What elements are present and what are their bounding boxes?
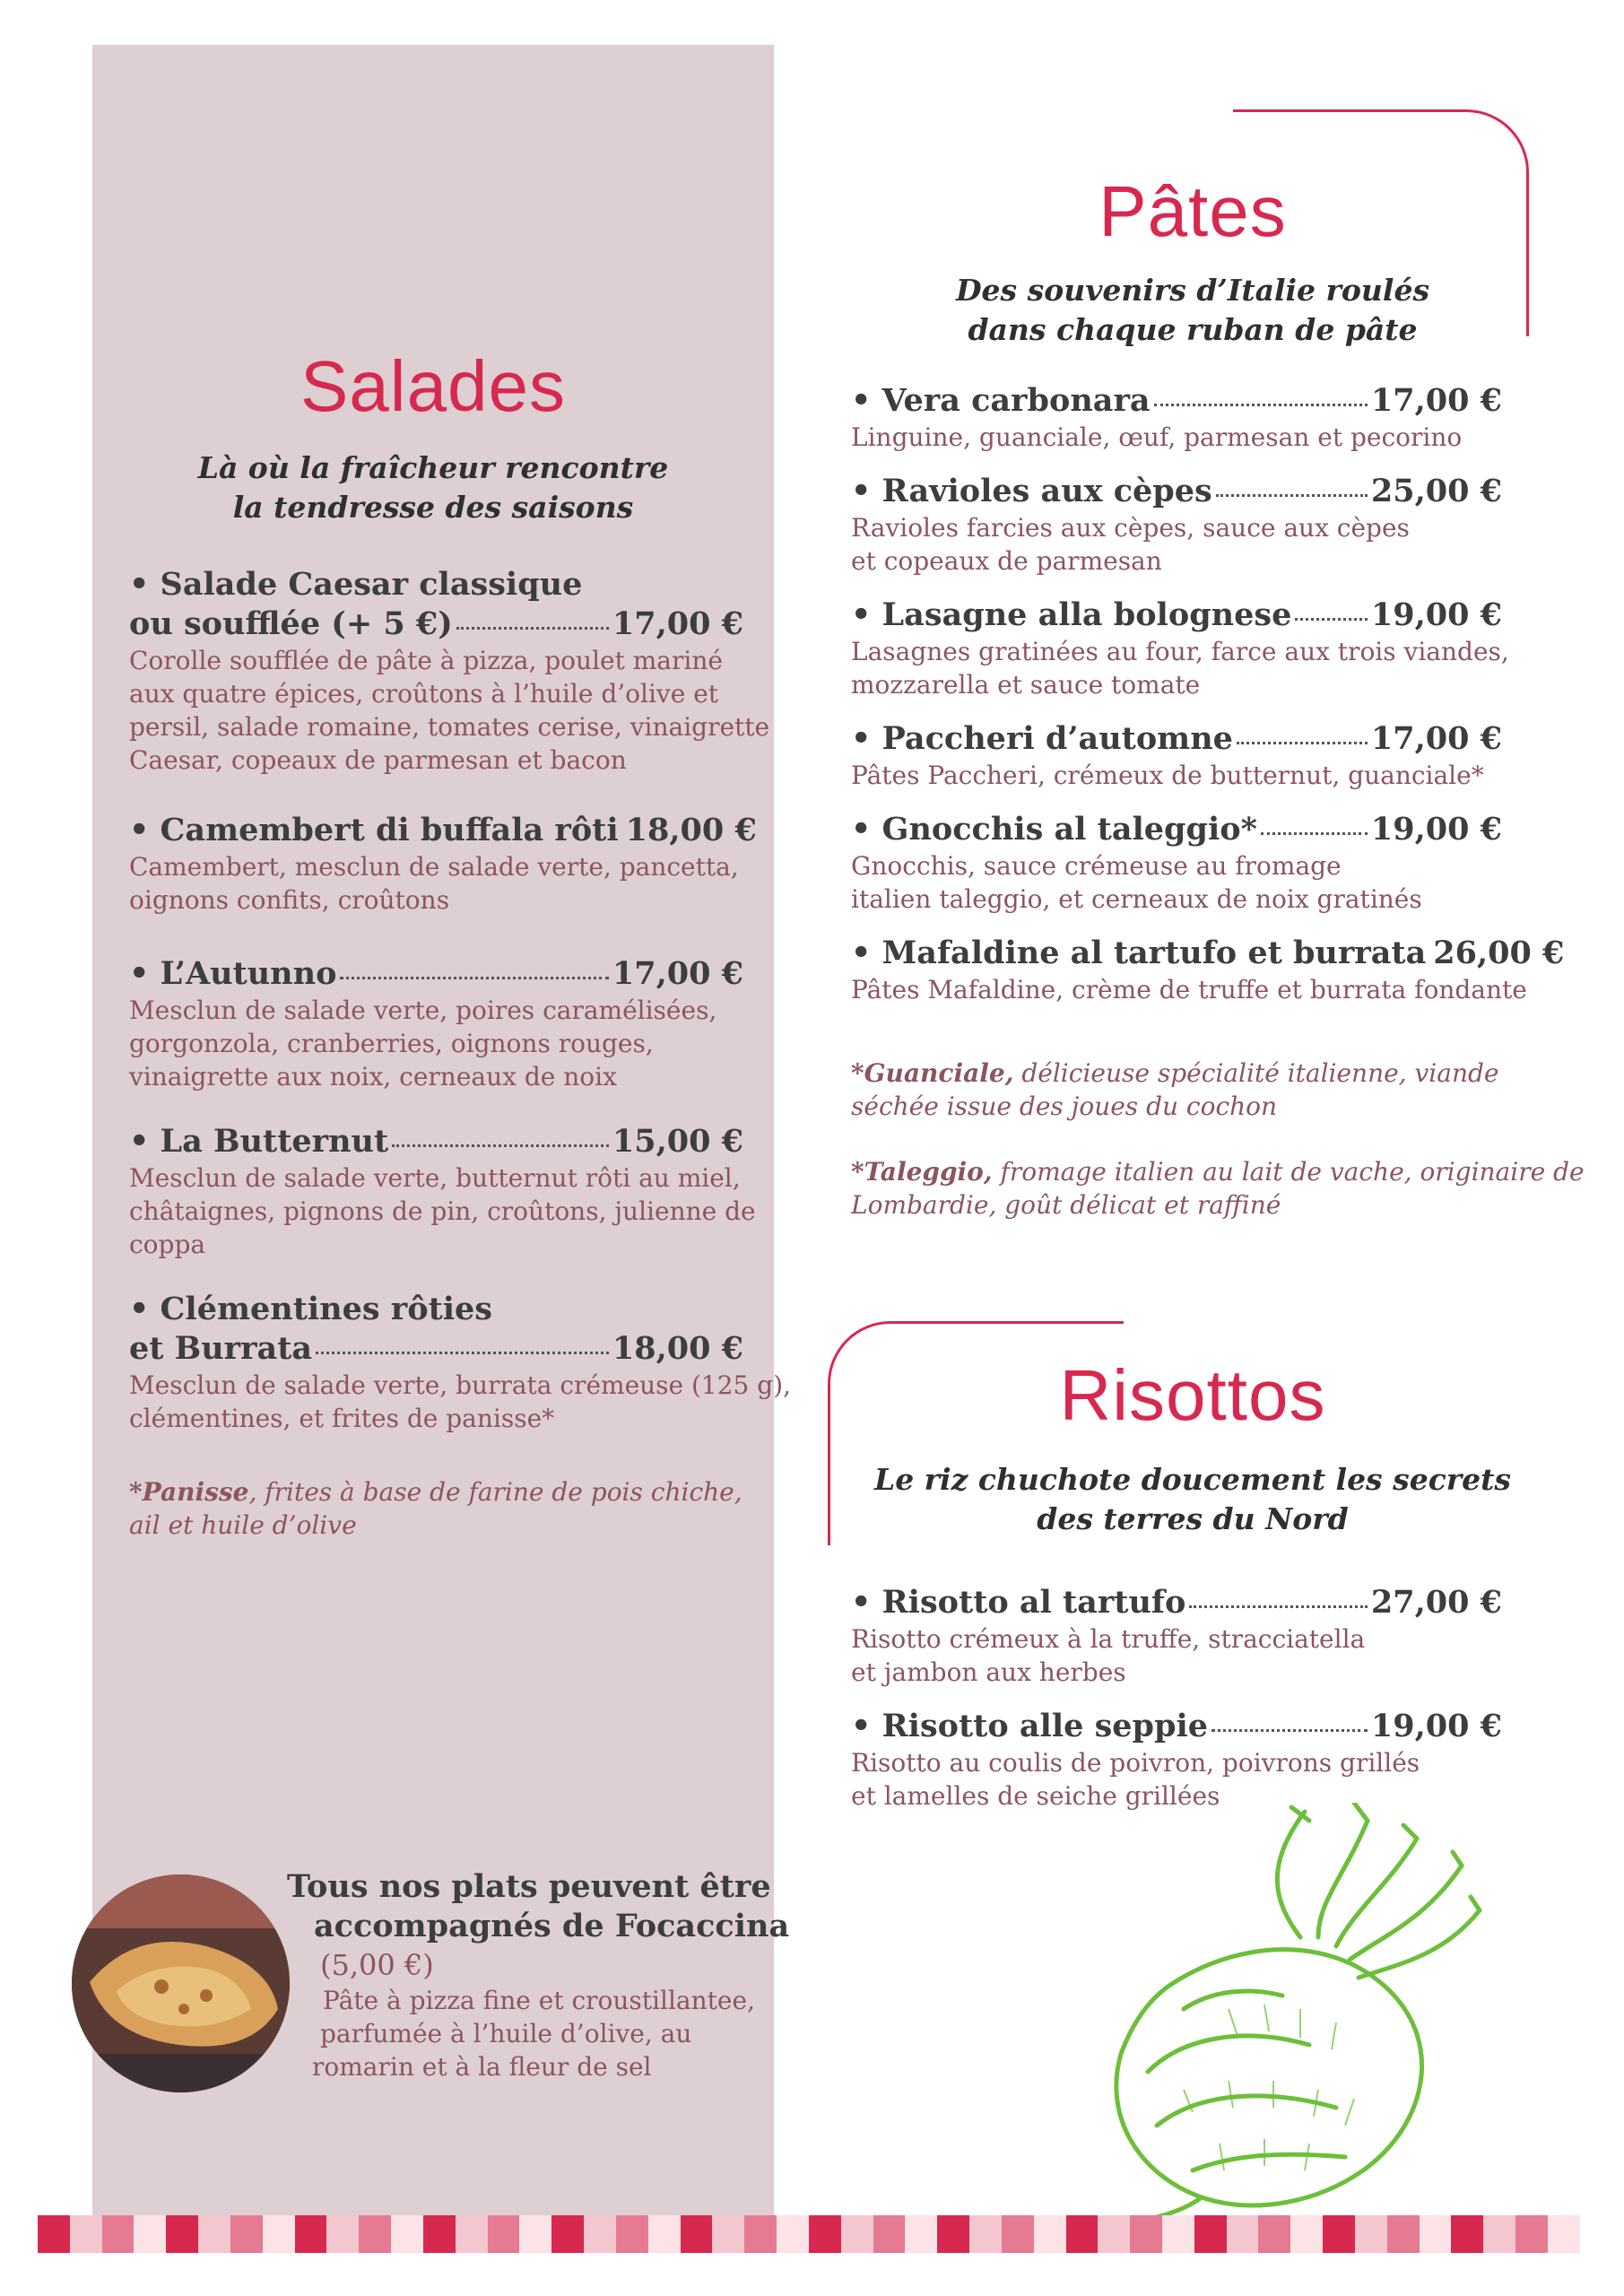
item-price: 27,00 € (1370, 1584, 1502, 1621)
dot-leader (1189, 1605, 1368, 1608)
item-description (851, 511, 1502, 578)
item-name: • L’Autunno (129, 955, 337, 992)
focaccia-heading: accompagnés de Focaccina (314, 1908, 790, 1944)
tagline-line: dans chaque ruban de pâte (968, 312, 1418, 347)
item-description (851, 759, 1502, 792)
salades-list (129, 565, 792, 1455)
risottos-title: Risottos (1059, 1355, 1326, 1435)
item-header (851, 381, 1502, 421)
item-price: 18,00 € (625, 812, 757, 848)
stripe-block (1451, 2215, 1483, 2253)
item-name: • Ravioles aux cèpes (851, 473, 1212, 509)
item-header (129, 604, 743, 644)
stripe-block (777, 2215, 809, 2253)
item-name: • Mafaldine al tartufo et burrata (851, 935, 1427, 971)
desc-line: Pâtes Paccheri, crémeux de butternut, guanciale* (851, 761, 1484, 790)
stripe-block (584, 2215, 616, 2253)
item-price: 17,00 € (612, 955, 743, 992)
stripe-block (937, 2215, 969, 2253)
tagline-line: la tendresse des saisons (232, 490, 634, 525)
note-line (851, 1155, 1585, 1188)
stripe-block (1290, 2215, 1323, 2253)
item-name: • Paccheri d’automne (851, 720, 1233, 757)
desc-line: Caesar, copeaux de parmesan et bacon (129, 745, 627, 775)
focaccia-desc-line: parfumée à l’huile d’olive, au (320, 2019, 692, 2048)
stripe-block (134, 2215, 166, 2253)
item-description (129, 1161, 756, 1261)
item-description (129, 1369, 792, 1435)
dot-leader (1237, 742, 1368, 744)
menu-item (851, 472, 1502, 578)
stripe-block (326, 2215, 359, 2253)
stripe-block (295, 2215, 327, 2253)
stripe-block (1130, 2215, 1162, 2253)
note-line (129, 1475, 743, 1509)
item-price: 17,00 € (612, 605, 743, 642)
stripe-block (1002, 2215, 1034, 2253)
item-name: • La Butternut (129, 1123, 389, 1160)
stripe-block (873, 2215, 906, 2253)
risottos-tagline (861, 1460, 1524, 1539)
stripe-block (1162, 2215, 1194, 2253)
checkered-border (38, 2215, 1580, 2253)
risottos-list (851, 1583, 1502, 1832)
desc-line: clémentines, et frites de panisse* (129, 1404, 555, 1433)
item-price: 19,00 € (1370, 811, 1502, 848)
stripe-block (1258, 2215, 1290, 2253)
item-price: 26,00 € (1433, 935, 1565, 971)
item-price: 19,00 € (1370, 596, 1502, 633)
desc-line: Mesclun de salade verte, butternut rôti au miel, (129, 1163, 741, 1193)
stripe-block (1355, 2215, 1387, 2253)
stripe-block (1227, 2215, 1259, 2253)
stripe-block (519, 2215, 551, 2253)
note-text: , frites à base de farine de pois chiche, (248, 1477, 743, 1507)
focaccia-illustration (72, 1874, 290, 2092)
stripe-block (488, 2215, 520, 2253)
desc-line: Mesclun de salade verte, burrata crémeuse (125 g), (129, 1370, 792, 1400)
dot-leader (456, 627, 609, 630)
note-term: *Panisse (129, 1477, 249, 1507)
item-name: • Salade Caesar classique (129, 566, 583, 603)
stripe-block (166, 2215, 198, 2253)
stripe-block (70, 2215, 102, 2253)
item-price: 17,00 € (1370, 720, 1502, 757)
item-name: • Vera carbonara (851, 382, 1151, 419)
item-description (129, 994, 743, 1093)
stripe-block (809, 2215, 841, 2253)
guanciale-note (851, 1057, 1498, 1123)
desc-line: Pâtes Mafaldine, crème de truffe et burrata fondante (851, 975, 1527, 1004)
desc-line: persil, salade romaine, tomates cerise, vinaigrette (129, 712, 770, 742)
dot-leader (340, 977, 608, 979)
stripe-block (1420, 2215, 1452, 2253)
stripe-block (1066, 2215, 1099, 2253)
item-name: ou soufflée (+ 5 €) (129, 605, 453, 642)
stripe-block (1323, 2215, 1355, 2253)
item-header (851, 1583, 1502, 1622)
desc-line: coppa (129, 1230, 206, 1259)
note-line: ail et huile d’olive (129, 1510, 357, 1540)
desc-line: mozzarella et sauce tomate (851, 670, 1201, 700)
item-description (851, 849, 1502, 916)
menu-item (851, 810, 1502, 916)
note-term: *Taleggio, (851, 1157, 993, 1187)
focaccia-photo (72, 1874, 290, 2092)
item-description (129, 850, 743, 917)
item-name: • Risotto al tartufo (851, 1584, 1186, 1621)
menu-item (851, 934, 1565, 1006)
dot-leader (1216, 494, 1368, 497)
item-name: • Lasagne alla bolognese (851, 596, 1292, 633)
stripe-block (1483, 2215, 1515, 2253)
item-price: 18,00 € (612, 1330, 743, 1367)
note-line: Lombardie, goût délicat et raffiné (851, 1190, 1281, 1220)
stripe-block (423, 2215, 456, 2253)
desc-line: vinaigrette aux noix, cerneaux de noix (129, 1062, 617, 1091)
stripe-block (616, 2215, 648, 2253)
menu-item (851, 1583, 1502, 1689)
item-header (851, 1707, 1502, 1746)
item-price: 15,00 € (612, 1123, 743, 1160)
stripe-block (1515, 2215, 1548, 2253)
desc-line: oignons confits, croûtons (129, 885, 450, 915)
stripe-block (230, 2215, 263, 2253)
focaccia-desc-line: romarin et à la fleur de sel (312, 2052, 652, 2082)
stripe-block (681, 2215, 713, 2253)
note-text: fromage italien au lait de vache, originaire de (992, 1157, 1585, 1187)
pates-list (851, 381, 1565, 1026)
item-price: 25,00 € (1370, 473, 1502, 509)
stripe-block (198, 2215, 230, 2253)
stripe-block (1194, 2215, 1227, 2253)
desc-line: Mesclun de salade verte, poires caramélisées, (129, 996, 717, 1025)
item-name: • Risotto alle seppie (851, 1708, 1209, 1744)
item-header (851, 472, 1502, 511)
stripe-block (102, 2215, 135, 2253)
desc-line: Camembert, mesclun de salade verte, pancetta, (129, 852, 739, 882)
stripe-block (1387, 2215, 1420, 2253)
menu-item (851, 719, 1502, 792)
desc-line: châtaignes, pignons de pin, croûtons, julienne de (129, 1196, 756, 1226)
item-header (851, 810, 1502, 849)
stripe-block (551, 2215, 584, 2253)
desc-line: Corolle soufflée de pâte à pizza, poulet mariné (129, 646, 723, 675)
tagline-line: Le riz chuchote doucement les secrets (873, 1462, 1511, 1497)
menu-item (129, 954, 743, 1093)
desc-line: Risotto crémeux à la truffe, stracciatella (851, 1624, 1366, 1654)
desc-line: Ravioles farcies aux cèpes, sauce aux cèpes (851, 513, 1410, 543)
desc-line: Lasagnes gratinées au four, farce aux trois viandes, (851, 637, 1509, 666)
taleggio-note (851, 1155, 1585, 1222)
item-header (129, 954, 743, 994)
salades-tagline (92, 448, 774, 527)
dot-leader (1295, 618, 1368, 621)
desc-line: aux quatre épices, croûtons à l’huile d’olive et (129, 679, 719, 709)
menu-item (851, 1707, 1502, 1813)
panisse-note (129, 1475, 743, 1542)
desc-line: et jambon aux herbes (851, 1657, 1126, 1687)
stripe-block (1034, 2215, 1066, 2253)
note-text: délicieuse spécialité italienne, viande (1013, 1058, 1499, 1088)
item-description (851, 635, 1509, 701)
tagline-line: Des souvenirs d’Italie roulés (955, 273, 1430, 308)
item-name: • Clémentines rôties (129, 1291, 493, 1327)
dot-leader (316, 1352, 609, 1354)
note-line (851, 1057, 1498, 1090)
item-price: 17,00 € (1370, 382, 1502, 419)
item-price: 19,00 € (1370, 1708, 1502, 1744)
desc-line: et lamelles de seiche grillées (851, 1781, 1220, 1811)
desc-line: et copeaux de parmesan (851, 546, 1162, 576)
stripe-block (841, 2215, 873, 2253)
dot-leader (392, 1144, 609, 1147)
item-header (129, 1122, 743, 1161)
dot-leader (1211, 1729, 1368, 1732)
item-header (851, 596, 1502, 635)
stripe-block (456, 2215, 488, 2253)
focaccia-heading: Tous nos plats peuvent être (287, 1868, 771, 1905)
stripe-block (1098, 2215, 1130, 2253)
stripe-block (648, 2215, 681, 2253)
item-name: • Gnocchis al taleggio* (851, 811, 1257, 848)
item-description (851, 1622, 1502, 1689)
desc-line: gorgonzola, cranberries, oignons rouges, (129, 1029, 654, 1058)
salades-title: Salades (300, 346, 567, 426)
stripe-block (263, 2215, 295, 2253)
item-description (851, 973, 1527, 1006)
desc-line: italien taleggio, et cerneaux de noix gratinés (851, 884, 1422, 914)
item-header (851, 719, 1502, 759)
stripe-block (969, 2215, 1002, 2253)
tagline-line: Là où la fraîcheur rencontre (197, 450, 669, 485)
stripe-block (38, 2215, 70, 2253)
beetroot-icon (1049, 1803, 1524, 2242)
dot-leader (1154, 404, 1368, 406)
item-header (129, 811, 757, 850)
item-header (129, 1329, 743, 1369)
stripe-block (1548, 2215, 1580, 2253)
menu-item (851, 596, 1509, 701)
stripe-block (391, 2215, 423, 2253)
focaccia-desc-line: Pâte à pizza fine et croustillantee, (323, 1986, 755, 2015)
desc-line: Linguine, guanciale, œuf, parmesan et pecorino (851, 422, 1463, 452)
dot-leader (1261, 832, 1368, 835)
tagline-line: des terres du Nord (1037, 1501, 1349, 1536)
desc-line: Risotto au coulis de poivron, poivrons grillés (851, 1748, 1420, 1778)
note-term: *Guanciale, (851, 1058, 1014, 1088)
focaccia-price: (5,00 €) (320, 1948, 434, 1982)
item-name: et Burrata (129, 1330, 313, 1367)
menu-item (129, 811, 757, 917)
menu-item (129, 1122, 756, 1261)
item-header (851, 934, 1565, 973)
menu-item (129, 565, 770, 777)
stripe-block (359, 2215, 391, 2253)
focaccia-info (287, 1867, 789, 2083)
item-description (129, 644, 770, 777)
stripe-block (744, 2215, 777, 2253)
note-line: séchée issue des joues du cochon (851, 1091, 1278, 1121)
menu-item (851, 381, 1502, 454)
item-description (851, 421, 1502, 454)
item-name: • Camembert di buffala rôti (129, 812, 619, 848)
desc-line: Gnocchis, sauce crémeuse au fromage (851, 851, 1342, 881)
stripe-block (905, 2215, 937, 2253)
stripe-block (712, 2215, 744, 2253)
pates-tagline (897, 271, 1489, 350)
pates-title: Pâtes (1099, 171, 1287, 251)
menu-item (129, 1290, 792, 1435)
